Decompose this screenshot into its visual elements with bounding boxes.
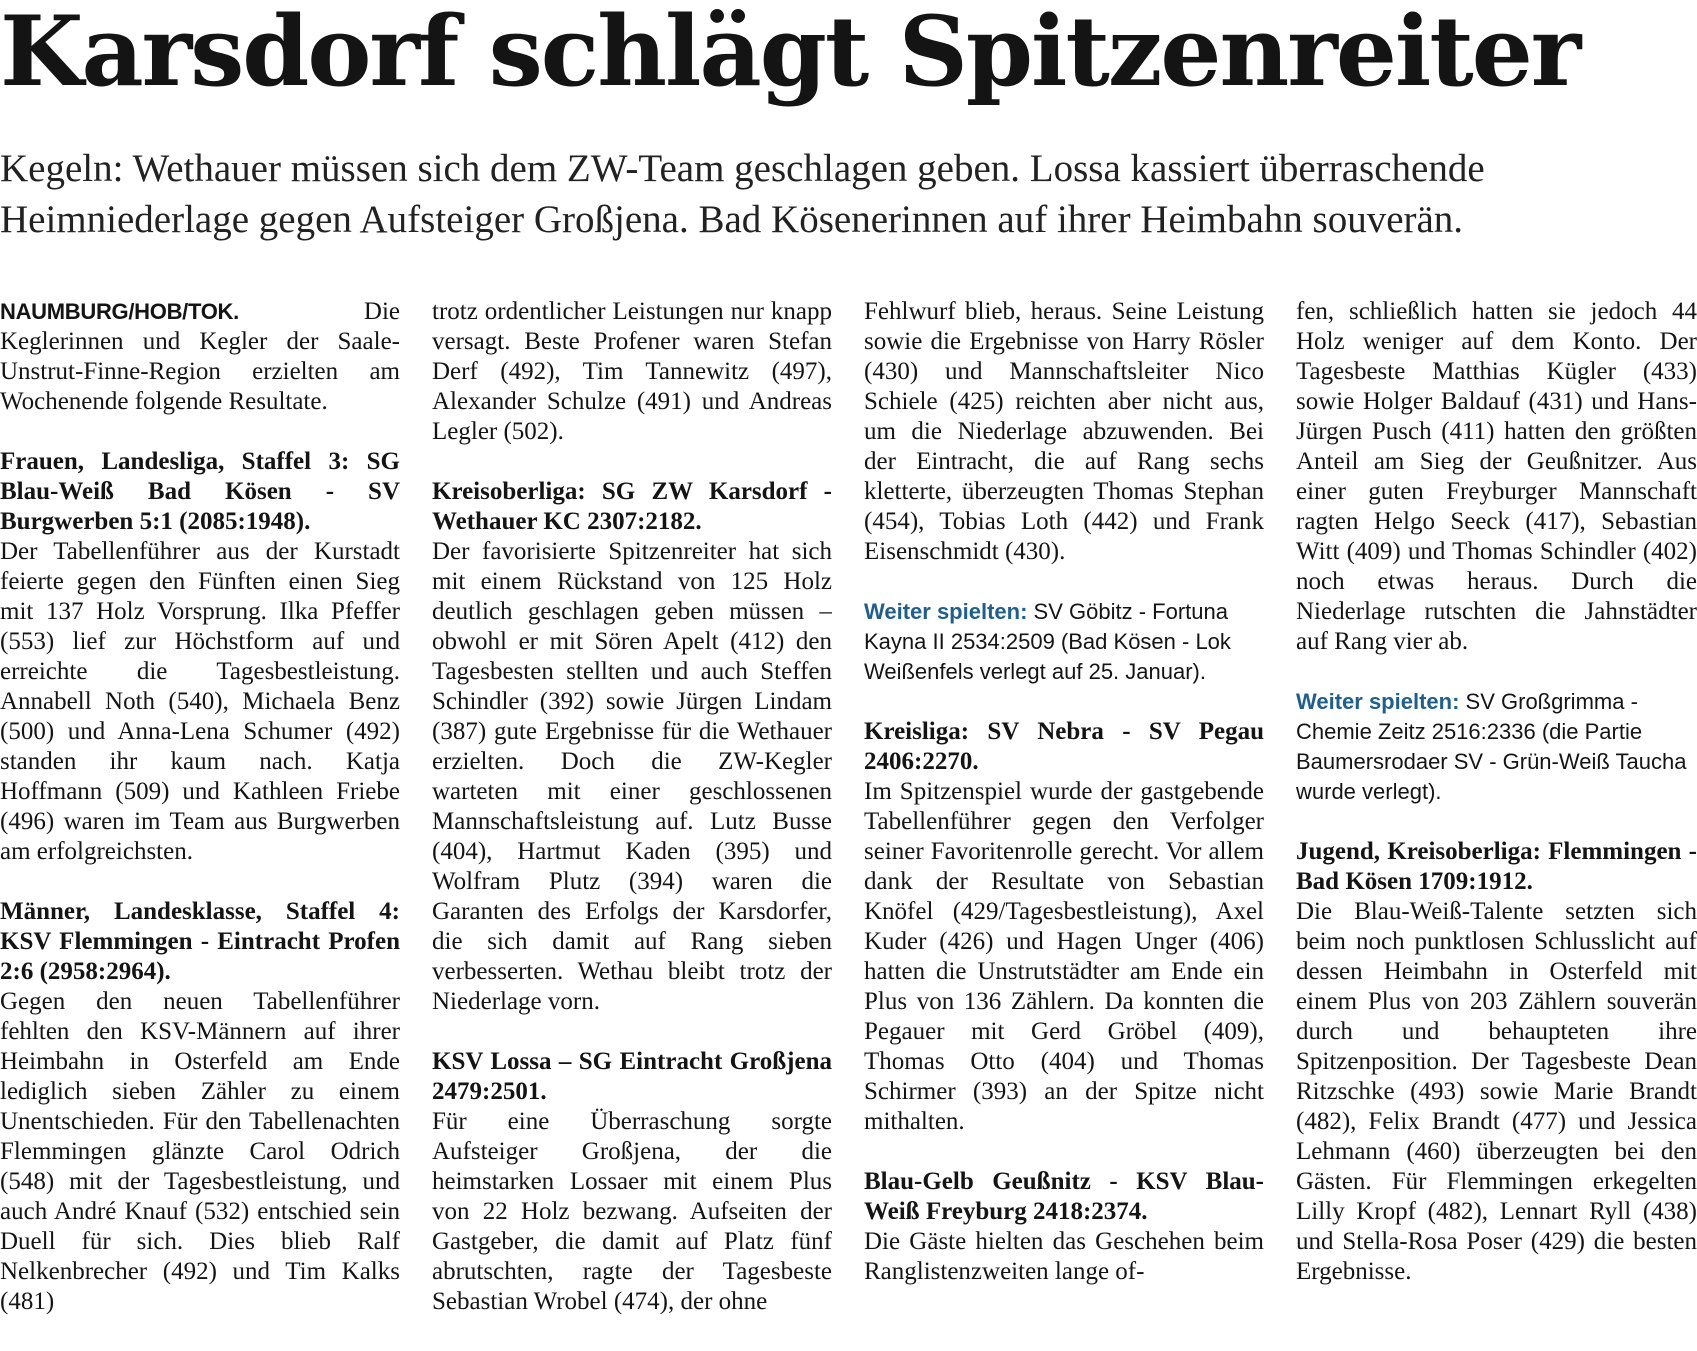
section-body-kreisliga: Im Spitzenspiel wurde der gastgebende Tabellenführer gegen den Verfolger seiner Favoritenrolle gerecht. Vor allem dank der Resultate von Sebastian Knöfel (429/Tagesbestleistung), Axel Kuder (426) und Hagen Unger (406) hatten die Unstrutstädter am Ende ein Plus von 136 Zählern. Da konnten die Pegauer mit Gerd Gröbel (409), Thomas Otto (404) und Thomas Schirmer (393) an der Spitze nicht mithalten. bbox=[864, 778, 1264, 1135]
column-1 bbox=[0, 297, 400, 1351]
intro-text: Die Keglerinnen und Kegler der Saale-Unstrut-Finne-Region erzielten am Wochenende folgende Resultate. bbox=[0, 298, 400, 415]
intro-paragraph bbox=[0, 297, 400, 417]
subheadline-line: Heimniederlage gegen Aufsteiger Großjena. Bad Kösenerinnen auf ihrer Heimbahn souverän. bbox=[0, 198, 1464, 241]
section-body-frauen: Der Tabellenführer aus der Kurstadt feierte gegen den Fünften einen Sieg mit 137 Holz Vorsprung. Ilka Pfeffer (553) lief zur Höchstform auf und erreichte die Tagesbestleistung. Annabell Noth (540), Michaela Benz (500) und Anna-Lena Schumer (492) standen ihr kaum nach. Katja Hoffmann (509) und Kathleen Friebe (496) waren im Team aus Burgwerben am erfolgreichsten. bbox=[0, 538, 400, 865]
column-2 bbox=[432, 297, 832, 1351]
section-heading-maenner: Männer, Landesklasse, Staffel 4: KSV Flemmingen - Eintracht Profen 2:6 (2958:2964). bbox=[0, 898, 400, 985]
section-body-maenner-continued: trotz ordentlicher Leistungen nur knapp versagt. Beste Profener waren Stefan Derf (492), Tim Tannewitz (497), Alexander Schulze (491) und Andreas Legler (502). bbox=[432, 298, 832, 445]
section-body-jugend: Die Blau-Weiß-Talente setzten sich beim noch punktlosen Schlusslicht auf dessen Heimbahn in Osterfeld mit einem Plus von 203 Zählern souverän durch und behaupteten ihre Spitzenposition. Der Tagesbeste Dean Ritzschke (493) sowie Marie Brandt (482), Felix Brandt (477) und Jessica Lehmann (460) überzeugten bei den Gästen. Für Flemmingen erkegelten Lilly Kropf (482), Lennart Ryll (438) und Stella-Rosa Poser (429) die besten Ergebnisse. bbox=[1296, 898, 1697, 1285]
dateline: NAUMBURG/HOB/TOK. bbox=[0, 299, 239, 324]
weiter-spielten-label: Weiter spielten: bbox=[1296, 689, 1460, 714]
section-heading-frauen: Frauen, Landesliga, Staffel 3: SG Blau-Weiß Bad Kösen - SV Burgwerben 5:1 (2085:1948). bbox=[0, 448, 400, 535]
section-heading-jugend: Jugend, Kreisoberliga: Flemmingen - Bad Kösen 1709:1912. bbox=[1296, 838, 1697, 895]
section-heading-geussnitz: Blau-Gelb Geußnitz - KSV Blau-Weiß Freyburg 2418:2374. bbox=[864, 1168, 1264, 1225]
weiter-spielten-text: SV Göbitz - Fortuna Kayna II 2534:2509 (Bad Kösen - Lok Weißenfels verlegt auf 25. Januar). bbox=[864, 599, 1231, 684]
section-body-geussnitz: Die Gäste hielten das Geschehen beim Ranglistenzweiten lange of- bbox=[864, 1228, 1264, 1285]
section-heading-kreisliga: Kreisliga: SV Nebra - SV Pegau 2406:2270. bbox=[864, 718, 1264, 775]
column-3 bbox=[864, 297, 1264, 1351]
section-body-geussnitz-continued: fen, schließlich hatten sie jedoch 44 Holz weniger auf dem Konto. Der Tagesbeste Matthias Kügler (433) sowie Holger Baldauf (431) und Hans-Jürgen Pusch (411) hatten den größten Anteil am Sieg der Geußnitzer. Aus einer guten Freyburger Mannschaft ragten Helgo Seeck (417), Sebastian Witt (409) und Thomas Schindler (402) noch etwas heraus. Durch die Niederlage rutschten die Jahnstädter auf Rang vier ab. bbox=[1296, 298, 1697, 655]
weiter-spielten-label: Weiter spielten: bbox=[864, 599, 1028, 624]
subheadline-line: Kegeln: Wethauer müssen sich dem ZW-Team geschlagen geben. Lossa kassiert überraschende bbox=[0, 147, 1485, 190]
weiter-spielten-2 bbox=[1296, 687, 1697, 807]
section-body-maenner: Gegen den neuen Tabellenführer fehlten den KSV-Männern auf ihrer Heimbahn in Osterfeld am Ende lediglich sieben Zähler zu einem Unentschieden. Für den Tabellenachten Flemmingen glänzte Carol Odrich (548) mit der Tagesbestleistung, und auch André Knauf (532) entschied sein Duell für sich. Dies blieb Ralf Nelkenbrecher (492) und Tim Kalks (481) bbox=[0, 988, 400, 1315]
section-body-kreisoberliga: Der favorisierte Spitzenreiter hat sich mit einem Rückstand von 125 Holz deutlich geschlagen geben müssen – obwohl er mit Sören Apelt (412) den Tagesbesten stellten und auch Steffen Schindler (392) sowie Jürgen Lindam (387) gute Ergebnisse für die Wethauer erzielten. Doch die ZW-Kegler warteten mit einer geschlossenen Mannschaftsleistung auf. Lutz Busse (404), Hartmut Kaden (395) und Wolfram Plutz (394) waren die Garanten des Erfolgs der Karsdorfer, die sich damit auf Rang sieben verbesserten. Wethau bleibt trotz der Niederlage vorn. bbox=[432, 538, 832, 1015]
subheadline bbox=[0, 143, 1697, 245]
section-heading-lossa: KSV Lossa – SG Eintracht Großjena 2479:2501. bbox=[432, 1048, 832, 1105]
section-heading-kreisoberliga: Kreisoberliga: SG ZW Karsdorf - Wethauer KC 2307:2182. bbox=[432, 478, 832, 535]
weiter-spielten-text: SV Großgrimma - Chemie Zeitz 2516:2336 (die Partie Baumersrodaer SV - Grün-Weiß Taucha wurde verlegt). bbox=[1296, 689, 1687, 804]
section-body-lossa-continued: Fehlwurf blieb, heraus. Seine Leistung sowie die Ergebnisse von Harry Rösler (430) und Mannschaftsleiter Nico Schiele (425) reichten aber nicht aus, um die Niederlage abzuwenden. Bei der Eintracht, die auf Rang sechs kletterte, überzeugten Thomas Stephan (454), Tobias Loth (442) und Frank Eisenschmidt (430). bbox=[864, 298, 1264, 565]
weiter-spielten-1 bbox=[864, 597, 1264, 687]
column-4 bbox=[1296, 297, 1697, 1351]
headline: Karsdorf schlägt Spitzenreiter bbox=[0, 0, 1580, 108]
section-body-lossa: Für eine Überraschung sorgte Aufsteiger Großjena, der die heimstarken Lossaer mit einem Plus von 22 Holz bezwang. Aufseiten der Gastgeber, die damit auf Platz fünf abrutschten, ragte der Tagesbeste Sebastian Wrobel (474), der ohne bbox=[432, 1108, 832, 1315]
